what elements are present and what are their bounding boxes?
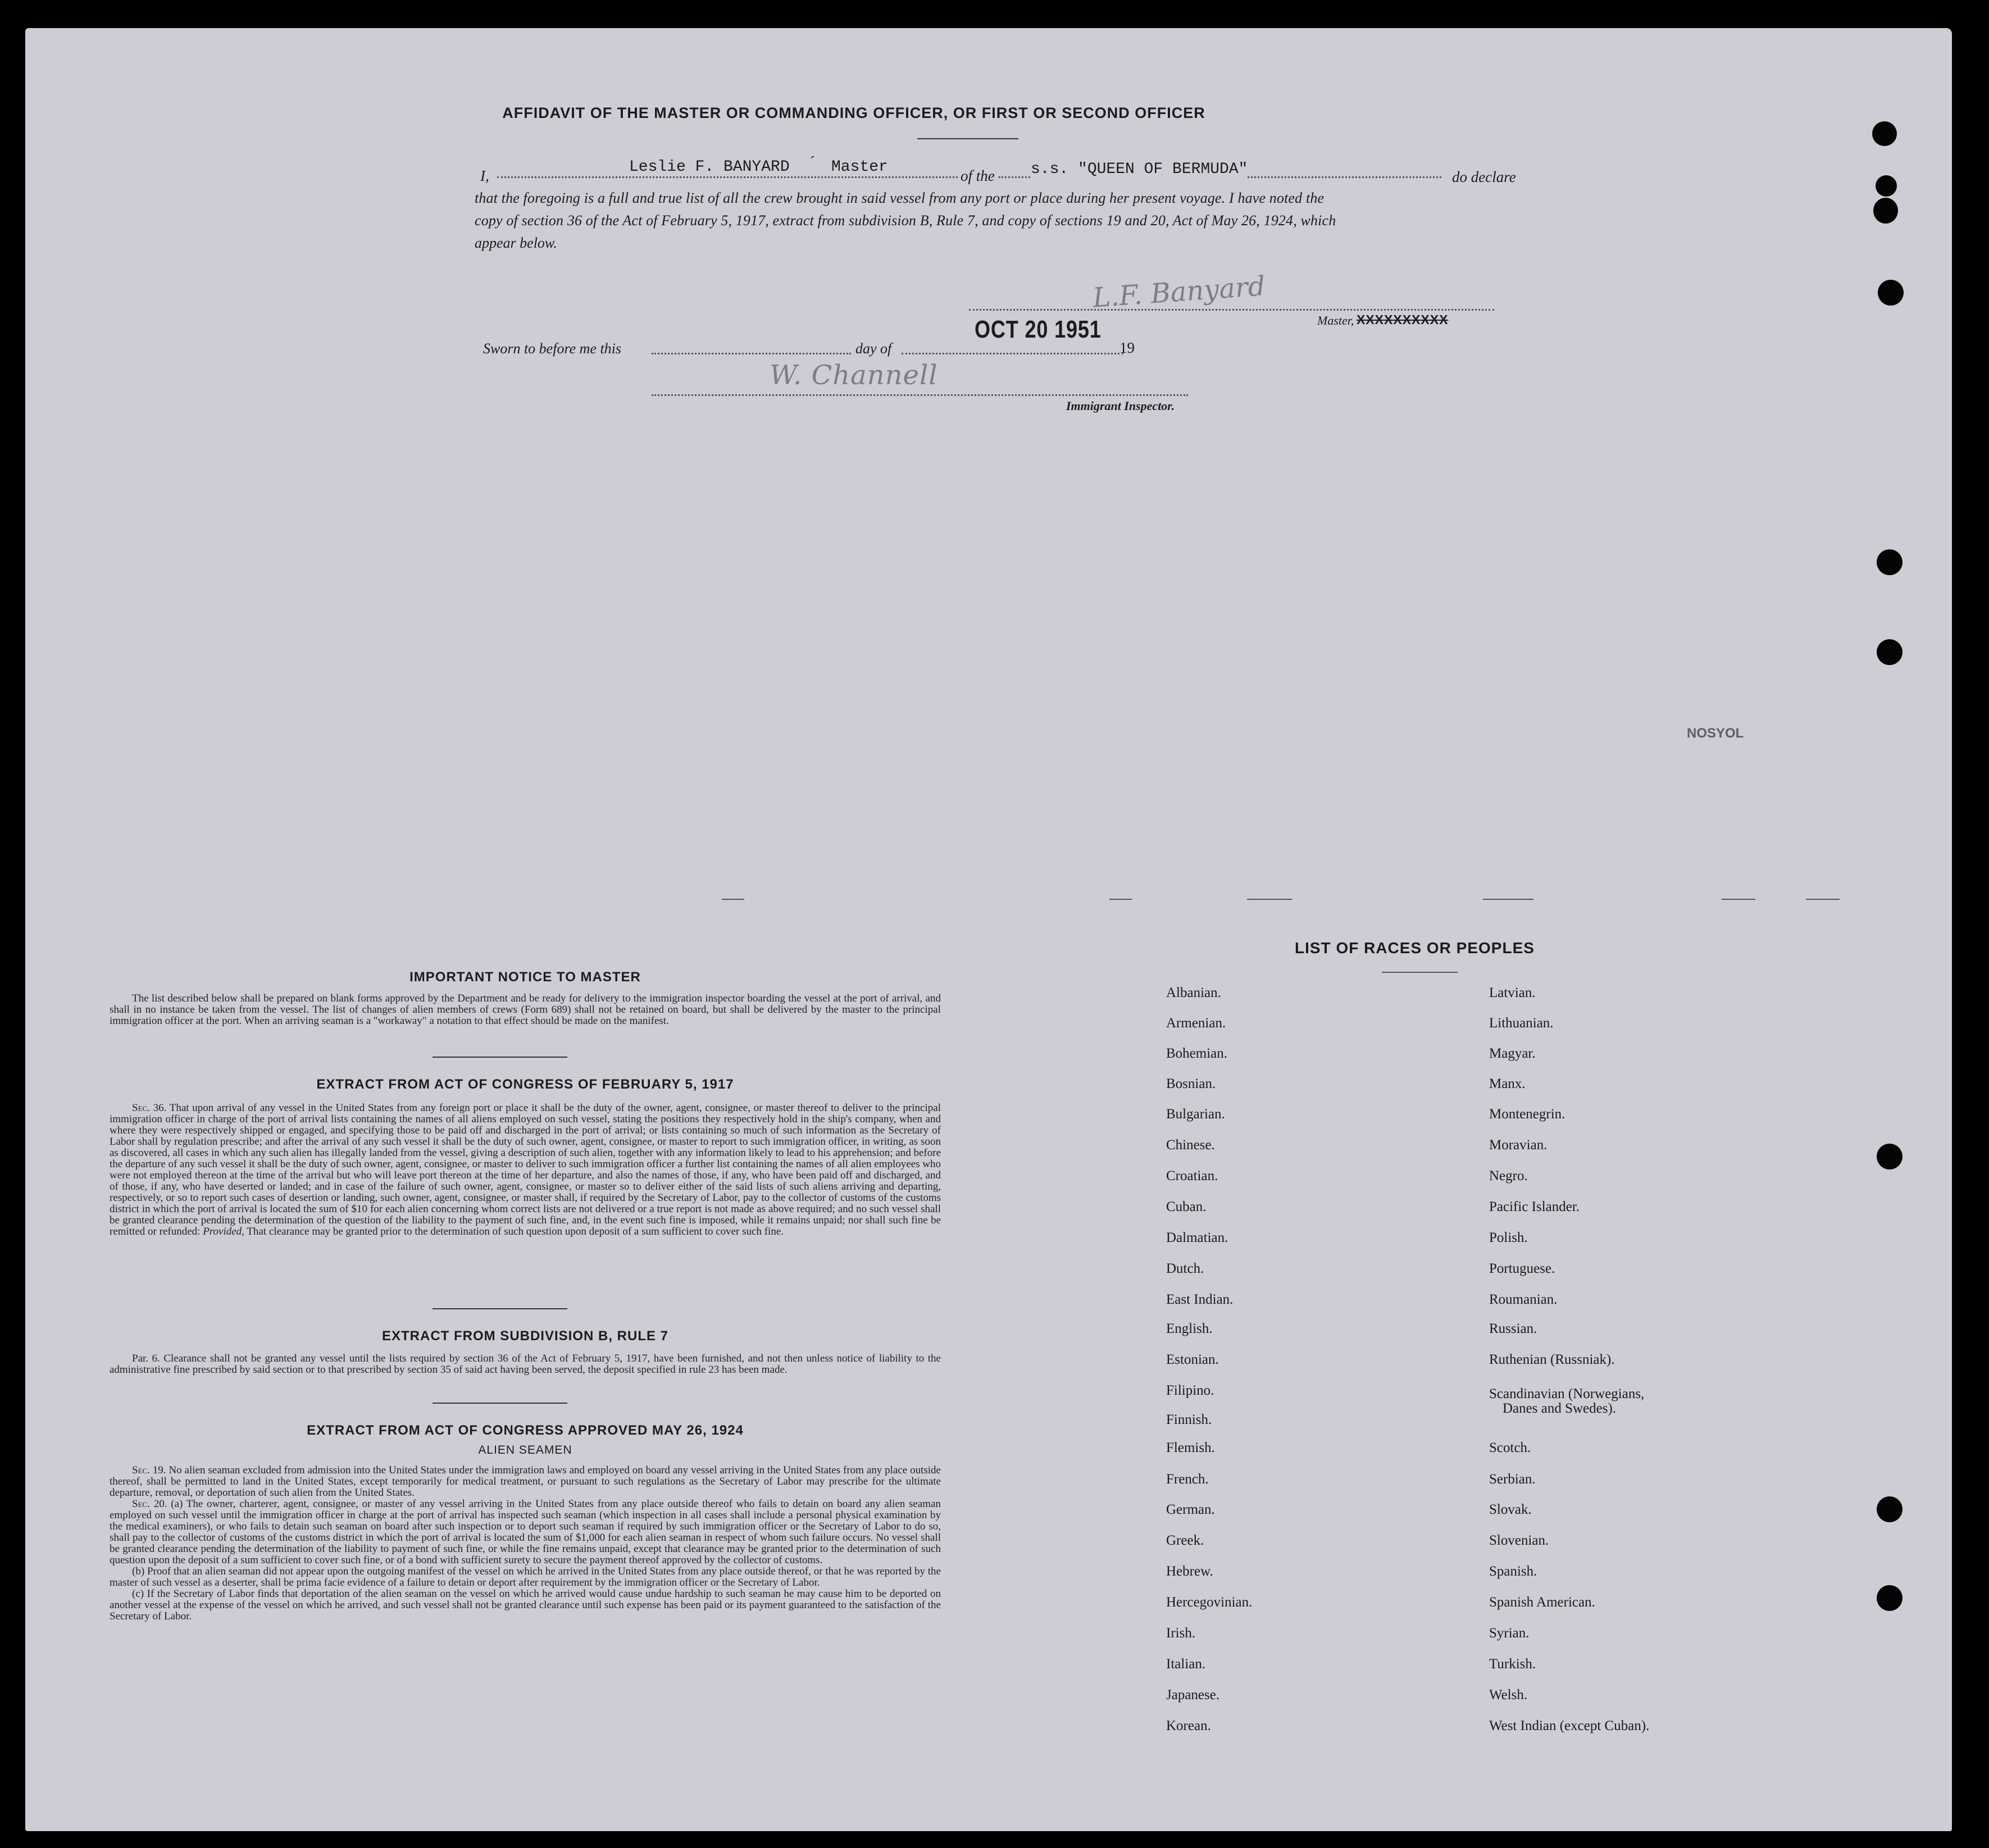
race-left-item: Italian. (1166, 1656, 1206, 1672)
sec-20b: (b) Proof that an alien seaman did not appear upon the outgoing manifest of the vessel on which he arrived in the United States from any place outside thereof, or that he was reported by the master of such vessel as a deserter, shall be prima facie evidence of a failure to detain or deport after requirement by the immigration officer or the Secretary of Labor. (110, 1565, 941, 1588)
race-right-item: Ruthenian (Russniak). (1489, 1352, 1615, 1367)
race-left-item: Bosnian. (1166, 1076, 1216, 1091)
affidavit-line-4: appear below. (475, 235, 557, 251)
affidavit-title: AFFIDAVIT OF THE MASTER OR COMMANDING OFFICER, OR FIRST OR SECOND OFFICER (502, 104, 1205, 121)
race-left-item: Albanian. (1166, 985, 1221, 1000)
faint-mark (722, 899, 744, 900)
master-name-mark: ´ (808, 155, 817, 172)
do-declare: do declare (1452, 169, 1516, 185)
races-divider (1382, 972, 1458, 973)
race-left-item: Croatian. (1166, 1168, 1218, 1184)
race-left-item: French. (1166, 1472, 1209, 1487)
race-right-item: Lithuanian. (1489, 1016, 1554, 1031)
race-right-item: Scandinavian (Norwegians, (1489, 1386, 1645, 1401)
sec-20-label: Sec. 20. (132, 1498, 167, 1510)
extract-1917-divider (433, 1308, 567, 1309)
master-title: Master (831, 158, 888, 176)
extract-1917-text (110, 1103, 941, 1237)
master-signature: L.F. Banyard (1091, 270, 1267, 314)
race-right-item: Moravian. (1489, 1137, 1547, 1153)
inspector-signature: W. Channell (770, 359, 938, 391)
race-right-item: Scotch. (1489, 1440, 1531, 1455)
race-right-item: Syrian. (1489, 1626, 1530, 1641)
extract-1924-text (110, 1465, 941, 1622)
punch-hole (1876, 175, 1897, 197)
punch-hole (1872, 121, 1897, 146)
race-left-item: Estonian. (1166, 1352, 1219, 1367)
race-left-item: Irish. (1166, 1626, 1196, 1641)
race-left-item: Cuban. (1166, 1199, 1207, 1214)
sec-19-label: Sec. 19. (132, 1464, 166, 1476)
sec-20c: (c) If the Secretary of Labor finds that deportation of the alien seaman on the vessel on which he arrived would cause undue hardship to such seaman he may cause him to be deported on another vessel at the expense of the vessel on which he arrived, and such vessel shall not be granted clearance until such expense has been paid or its payment guaranteed to the satisfaction of the Secretary of Labor. (110, 1588, 941, 1622)
punch-hole (1877, 549, 1902, 575)
notice-text: The list described below shall be prepared on blank forms approved by the Department and be ready for delivery to the immigration inspector boarding the vessel at the port of arrival, and shall in no instance be taken from the vessel. The list of changes of alien members of crews (Form 689) shall not be retained on board, but shall be delivered by the master to the principal immigration officer at the port. When an arriving seaman is a "workaway" a notation to that effect should be made on the manifest. (110, 993, 941, 1027)
punch-hole (1877, 1585, 1902, 1611)
inspector-label: Immigrant Inspector. (1066, 399, 1175, 413)
race-left-item: Hebrew. (1166, 1564, 1213, 1579)
race-right-item: Magyar. (1489, 1046, 1536, 1061)
race-right-item: Spanish American. (1489, 1595, 1595, 1610)
rule7-title: EXTRACT FROM SUBDIVISION B, RULE 7 (381, 1328, 669, 1344)
race-left-item: Dalmatian. (1166, 1230, 1228, 1245)
master-name: Leslie F. BANYARD (629, 158, 790, 176)
signature-line (969, 309, 1494, 311)
faint-mark (1722, 899, 1755, 900)
sec-20a-body: (a) The owner, charterer, agent, consignee, or master of any vessel arriving in the United States from any place outside thereof who fails to detain on board any alien seaman employed on such vessel until the immigration officer in charge at the port of arrival has inspected such seaman (which inspection in all cases shall include a personal physical examination by the medical examiners), or who fails to detain such seaman on board after such inspection or to deport such seaman if required by such immigration officer or the Secretary of Labor to do so, shall pay to the collector of customs of the customs district in which the port of arrival is located the sum of $1,000 for each alien seaman in respect of whom such failure occurs. No vessel shall be granted clearance pending the determination of the liability to payment of such fine, or while the fine remains unpaid, except that clearance may be granted prior to the determination of such question upon the deposit of a sum sufficient to cover such fine, or of a bond with sufficient surety to secure the payment thereof approved by the collector of customs. (110, 1498, 941, 1566)
faint-mark (1247, 899, 1292, 900)
master-label: Master, (1317, 313, 1354, 327)
punch-hole (1877, 1496, 1902, 1522)
master-struck-text: XXXXXXXXXX (1357, 312, 1449, 327)
race-left-item: Bohemian. (1166, 1046, 1228, 1061)
notice-divider (433, 1057, 567, 1058)
master-name-line (497, 176, 958, 178)
affidavit-line-3: copy of section 36 of the Act of February 5, 1917, extract from subdivision B, Rule 7, and copy of sections 19 and 20, Act of May 26, 1924, which (475, 212, 1336, 229)
extract-1924-subtitle: ALIEN SEAMEN (478, 1444, 572, 1456)
sec-36-label: Sec. 36. (132, 1102, 167, 1114)
race-left-item: Flemish. (1166, 1440, 1215, 1455)
races-title: LIST OF RACES OR PEOPLES (1295, 939, 1535, 957)
date-stamp: OCT 20 1951 (975, 316, 1102, 343)
race-left-item: Greek. (1166, 1533, 1204, 1548)
race-right-item: Spanish. (1489, 1564, 1537, 1579)
race-right-item: Negro. (1489, 1168, 1528, 1184)
sec-36-body-end: That clearance may be granted prior to the determination of such question upon deposit of a sum sufficient to cover such fine. (247, 1226, 784, 1237)
sec-36-body: That upon arrival of any vessel in the United States from any foreign port or place it shall be the duty of the owner, agent, consignee, or master thereof to deliver to the principal immigration officer in charge of the port of arrival lists containing the names of all aliens employed on such vessel, stating the positions they respectively hold in the ship's company, when and where they were respectively shipped or engaged, and specifying those to be paid off and discharged in the port of arrival; or lists containing so much of such information as the Secretary of Labor shall by regulation prescribe; and after the arrival of any such vessel it shall be the duty of such owner, agent, consignee, or master to report to such immigration officer, in writing, as soon as discovered, all cases in which any such alien has illegally landed from the vessel, giving a description of such alien, together with any information likely to lead to his apprehension; and before the departure of any such vessel it shall be the duty of such owner, agent, consignee, or master to deliver to such immigration officer a further list containing the names of all alien employees who were not employed thereon at the time of the arrival but who will leave port thereon at the time of her departure, and also the names of those, if any, who have been paid off and discharged, and of those, if any, who have deserted or landed; and in case of the failure of such owner, agent, consignee, or master so to deliver either of the said lists of such aliens arriving and departing, respectively, or so to report such cases of desertion or landing, such owner, agent, consignee, or master shall, if required by the Secretary of Labor, pay to the collector of customs of the customs district in which the port of arrival is located the sum of $10 for each alien concerning whom correct lists are not delivered or a true report is not made as above required; and no such vessel shall be granted clearance pending the determination of the question of the liability to the payment of such fine, and, in the event such fine is imposed, while it remains unpaid; nor shall such fine be remitted or refunded: (110, 1102, 941, 1237)
race-right-item: Slovak. (1489, 1502, 1532, 1517)
faint-mark (1806, 899, 1840, 900)
race-right-item: West Indian (except Cuban). (1489, 1718, 1650, 1733)
race-right-item: Slovenian. (1489, 1533, 1549, 1548)
of-the-label: of the (961, 167, 995, 184)
race-left-item: Finnish. (1166, 1412, 1212, 1427)
form-page (25, 28, 1952, 1831)
vessel-name: s.s. "QUEEN OF BERMUDA" (1031, 161, 1248, 178)
race-left-item: Chinese. (1166, 1137, 1215, 1153)
extract-1924-title: EXTRACT FROM ACT OF CONGRESS APPROVED MAY 26, 1924 (307, 1423, 744, 1438)
race-right-item: Russian. (1489, 1321, 1537, 1336)
sec-36-provided: Provided, (203, 1226, 244, 1237)
punch-hole (1873, 198, 1898, 224)
notice-title: IMPORTANT NOTICE TO MASTER (409, 969, 641, 985)
stray-stamp: NOSYOL (1687, 726, 1744, 741)
year-prefix: 19 (1119, 339, 1135, 356)
race-right-item: Portuguese. (1489, 1261, 1555, 1276)
faint-mark (1109, 899, 1132, 900)
race-left-item: German. (1166, 1502, 1215, 1517)
race-right-item: Latvian. (1489, 985, 1536, 1000)
punch-hole (1877, 639, 1902, 665)
extract-1917-title: EXTRACT FROM ACT OF CONGRESS OF FEBRUARY 5, 1917 (316, 1077, 734, 1092)
race-left-item: Korean. (1166, 1718, 1211, 1733)
inspector-line (652, 394, 1188, 396)
sworn-day-line (652, 353, 851, 354)
race-left-item: Hercegovinian. (1166, 1595, 1253, 1610)
sec-19-body: No alien seaman excluded from admission into the United States under the immigration laws and employed on board any vessel arriving in the United States from any place outside thereof, shall be permitted to land in the United States, except temporarily for medical treatment, or pursuant to such regulations as the Secretary of Labor may prescribe for the ultimate departure, removal, or deportation of such alien from the United States. (110, 1464, 941, 1499)
race-right-item: Welsh. (1489, 1687, 1528, 1703)
race-right-item: Manx. (1489, 1076, 1526, 1091)
punch-hole (1878, 280, 1904, 306)
title-divider (917, 138, 1018, 139)
race-right-item: Montenegrin. (1489, 1107, 1565, 1122)
sec-19 (110, 1465, 941, 1499)
race-scandinavian-continued: Danes and Swedes). (1503, 1401, 1617, 1416)
i-label: I, (480, 167, 489, 184)
race-left-item: Dutch. (1166, 1261, 1204, 1276)
sworn-month-line (902, 353, 1123, 354)
race-left-item: Filipino. (1166, 1383, 1214, 1398)
sworn-label: Sworn to before me this (483, 340, 622, 357)
faint-mark (1483, 899, 1533, 900)
race-left-item: East Indian. (1166, 1292, 1234, 1307)
race-right-item: Roumanian. (1489, 1292, 1558, 1307)
rule7-text: Par. 6. Clearance shall not be granted any vessel until the lists required by section 36 of the Act of February 5, 1917, have been furnished, and not then unless notice of liability to the administrative fine prescribed by said section or to that prescribed by section 35 of said act having been served, the deposit specified in rule 23 has been made. (110, 1353, 941, 1376)
race-left-item: Japanese. (1166, 1687, 1220, 1703)
day-of-label: day of (855, 340, 892, 357)
race-right-item: Serbian. (1489, 1472, 1536, 1487)
race-right-item: Pacific Islander. (1489, 1199, 1580, 1214)
rule7-divider (433, 1403, 567, 1404)
race-right-item: Turkish. (1489, 1656, 1536, 1672)
race-right-item: Polish. (1489, 1230, 1528, 1245)
affidavit-line-2: that the foregoing is a full and true list of all the crew brought in said vessel from any port or place during her present voyage. I have noted the (475, 190, 1325, 206)
sec-20a (110, 1499, 941, 1566)
race-left-item: Armenian. (1166, 1016, 1226, 1031)
punch-hole (1877, 1144, 1902, 1169)
race-left-item: English. (1166, 1321, 1213, 1336)
race-left-item: Bulgarian. (1166, 1107, 1225, 1122)
